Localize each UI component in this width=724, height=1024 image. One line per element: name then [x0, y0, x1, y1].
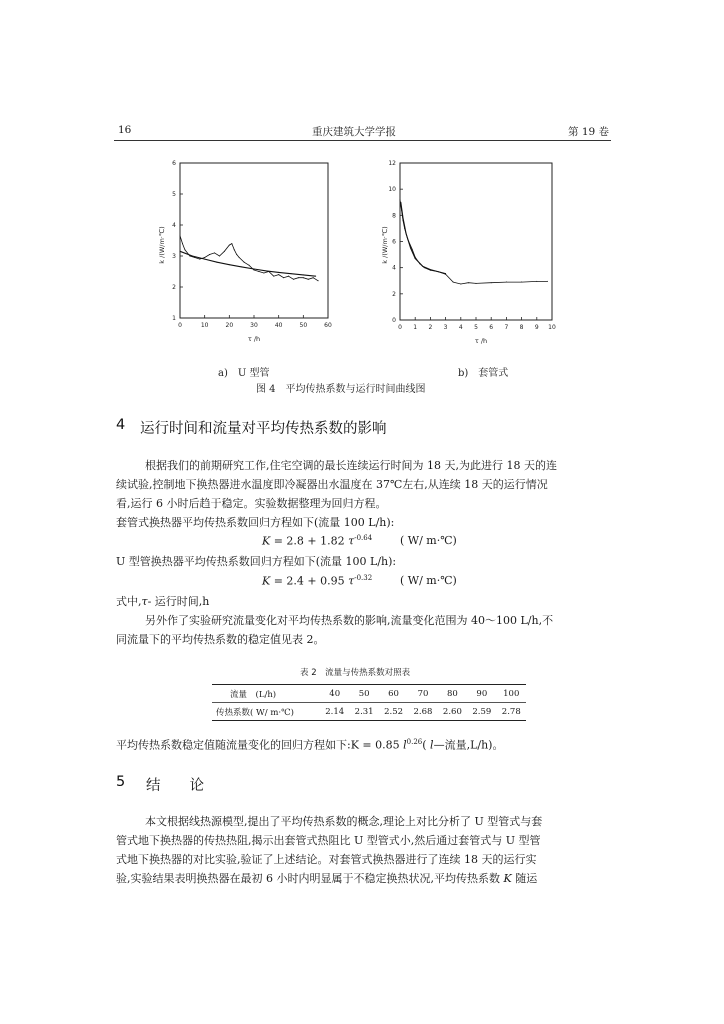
data-point [303, 277, 304, 278]
data-table [212, 684, 526, 721]
equation-unit: ( W/ m·℃) [400, 534, 457, 547]
data-point [491, 282, 492, 283]
paragraph-line [116, 869, 537, 888]
where-pre: 式中, [116, 595, 142, 608]
paragraph-line: 管式地下换热器的传热热阻,揭示出套管式热阻比 U 型管式小,然后通过套管式与 U 型管 [116, 834, 541, 847]
table-cell: 60 [379, 685, 408, 703]
data-point [400, 199, 401, 200]
data-point [278, 274, 279, 275]
series-line-fit [180, 251, 316, 276]
paragraph-line: 根据我们的前期研究工作,住宅空调的最长连续运行时间为 18 天,为此进行 18 天的连 [145, 459, 557, 472]
data-point [318, 280, 319, 281]
paragraph-line: U 型管换热器平均传热系数回归方程如下(流量 100 L/h): [116, 555, 397, 568]
x-tick-label: 7 [504, 324, 509, 331]
y-tick-label: 5 [172, 191, 176, 198]
y-tick-label: 4 [392, 264, 396, 272]
table-cell: 40 [320, 685, 349, 703]
eq-symbol: τ [348, 574, 355, 588]
data-point [415, 258, 416, 259]
y-tick-label: 10 [388, 186, 396, 194]
regression-post: —流量,L/h)。 [433, 738, 504, 752]
series-line-measured [400, 200, 547, 284]
x-tick-label: 0 [178, 322, 182, 329]
page-number: 16 [118, 124, 132, 136]
data-point [400, 202, 401, 203]
figure-caption: 图 4 平均传热系数与运行时间曲线图 [256, 384, 426, 395]
chart-tube-in-tube [375, 155, 575, 355]
x-tick-label: 30 [250, 322, 258, 329]
x-tick-label: 2 [428, 324, 433, 331]
data-point [229, 245, 230, 246]
row-header: 流量 (L/h) [212, 685, 320, 703]
x-tick-label: 40 [274, 322, 283, 329]
table-cell: 2.78 [497, 703, 526, 721]
data-point [258, 271, 259, 272]
y-tick-label: 3 [172, 253, 176, 260]
data-point [184, 249, 185, 250]
data-point [236, 254, 237, 255]
table-cell: 50 [349, 685, 378, 703]
y-tick-label: 6 [172, 160, 176, 167]
data-point [303, 274, 304, 275]
x-axis-label: τ /h [474, 337, 488, 345]
data-point [229, 264, 230, 265]
equation-taoguan [262, 534, 372, 548]
data-point [438, 271, 439, 272]
x-tick-label: 9 [534, 324, 539, 331]
plot-frame [400, 163, 552, 320]
section-4-title: 运行时间和流量对平均传热系数的影响 [140, 421, 387, 437]
x-axis-label: τ /h [247, 335, 261, 343]
table-row [212, 703, 526, 721]
data-point [288, 276, 289, 277]
panel-a-label: a) U 型管 [218, 368, 270, 379]
eq-symbol: K [262, 574, 271, 588]
data-point [192, 256, 193, 257]
line-post: 随运 [511, 872, 538, 885]
data-point [244, 262, 245, 263]
line-symbol: K [503, 872, 512, 885]
equation-unit: ( W/ m·℃) [400, 574, 457, 587]
data-point [536, 281, 537, 282]
y-tick-label: 2 [172, 284, 176, 291]
data-point [180, 235, 181, 236]
data-point [283, 277, 284, 278]
regression-symbol: l [403, 738, 407, 752]
x-tick-label: 60 [324, 322, 332, 329]
data-point [249, 265, 250, 266]
data-point [278, 272, 279, 273]
data-point [422, 266, 423, 267]
paragraph-line: 式地下换热器的对比实验,验证了上述结论。对套管式换热器进行了连续 18 天的运行实 [116, 853, 537, 866]
paragraph-line: 另外作了实验研究流量变化对平均传热系数的影响,流量变化范围为 40～100 L/h,不 [145, 614, 554, 627]
data-point [199, 259, 200, 260]
x-tick-label: 3 [443, 324, 448, 331]
x-tick-label: 4 [458, 324, 463, 331]
eq-body: = 2.4 + 0.95 [270, 574, 349, 588]
table-cell: 2.52 [379, 703, 408, 721]
table-cell: 2.68 [408, 703, 437, 721]
regression-exponent: 0.26 [406, 738, 423, 746]
x-tick-label: 50 [299, 322, 308, 329]
where-symbol: τ [141, 595, 148, 608]
data-point [547, 281, 548, 282]
table-cell: 80 [438, 685, 467, 703]
data-point [293, 279, 294, 280]
data-point [182, 243, 183, 244]
data-point [180, 251, 181, 252]
chart-u-tube [150, 155, 350, 355]
data-point [224, 251, 225, 252]
data-point [315, 276, 316, 277]
data-point [445, 273, 446, 274]
table-cell: 2.60 [438, 703, 467, 721]
x-tick-label: 1 [413, 324, 418, 331]
panel-b-label: b) 套管式 [458, 368, 509, 379]
eq-exponent: -0.64 [354, 534, 373, 542]
table-cell: 2.59 [467, 703, 496, 721]
y-tick-label: 2 [392, 290, 396, 298]
data-point [217, 262, 218, 263]
data-point [204, 259, 205, 260]
data-point [410, 248, 411, 249]
regression-line [116, 733, 503, 755]
section-5-title: 结 论 [146, 778, 204, 794]
x-tick-label: 6 [489, 324, 494, 331]
table-cell: 100 [497, 685, 526, 703]
table-cell: 2.31 [349, 703, 378, 721]
journal-title: 重庆建筑大学学报 [312, 126, 396, 138]
paragraph-line: 套管式换热器平均传热系数回归方程如下(流量 100 L/h): [116, 516, 395, 529]
data-point [291, 273, 292, 274]
x-tick-label: 10 [548, 324, 556, 331]
data-point [239, 257, 240, 258]
data-point [460, 284, 461, 285]
y-tick-label: 1 [172, 315, 176, 322]
section-5-number: 5 [116, 774, 126, 790]
series-line-fit [401, 202, 446, 273]
x-tick-label: 8 [519, 324, 524, 331]
eq-symbol: τ [348, 534, 355, 548]
paragraph-line: 看,运行 6 小时后趋于稳定。实验数据整理为回归方程。 [116, 497, 387, 510]
data-point [521, 282, 522, 283]
data-point [231, 243, 232, 244]
eq-exponent: -0.32 [354, 574, 373, 582]
paragraph-line: 续试验,控制地下换热器进水温度即冷凝器出水温度在 37℃左右,从连续 18 天的运行情况 [116, 478, 548, 491]
paragraph-line: 本文根据线热源模型,提出了平均传热系数的概念,理论上对比分析了 U 型管式与套 [145, 815, 543, 828]
x-tick-label: 5 [474, 324, 478, 331]
table-cell: 70 [408, 685, 437, 703]
data-point [468, 282, 469, 283]
plot-frame [180, 163, 328, 318]
data-point [403, 217, 404, 218]
where-clause [116, 592, 209, 611]
data-point [406, 233, 407, 234]
y-tick-label: 0 [392, 317, 396, 324]
regression-symbol: l [430, 738, 434, 752]
data-point [266, 270, 267, 271]
x-tick-label: 20 [225, 322, 234, 329]
paragraph-line: 同流量下的平均传热系数的稳定值见表 2。 [116, 633, 325, 646]
row-header: 传热系数( W/ m·℃) [212, 703, 320, 721]
table-cell: 90 [467, 685, 496, 703]
data-point [254, 269, 255, 270]
y-tick-label: 12 [388, 160, 396, 167]
y-axis-label: k /(W/m·℃) [381, 226, 389, 264]
data-point [209, 254, 210, 255]
regression-post: ( [422, 738, 431, 752]
data-point [234, 249, 235, 250]
x-tick-label: 0 [398, 324, 402, 331]
eq-symbol: K [262, 534, 271, 548]
data-point [219, 256, 220, 257]
line-pre: 验,实验结果表明换热器在最初 6 小时内明显属于不稳定换热状况,平均传热系数 [116, 872, 504, 885]
table-cell: 2.14 [320, 703, 349, 721]
header-rule [114, 140, 611, 141]
data-point [313, 277, 314, 278]
y-tick-label: 8 [392, 212, 396, 220]
y-tick-label: 4 [172, 222, 176, 229]
where-post: - 运行时间,h [147, 595, 210, 608]
regression-pre: 平均传热系数稳定值随流量变化的回归方程如下:K = 0.85 [116, 738, 404, 752]
table-row [212, 685, 526, 703]
data-point [453, 282, 454, 283]
x-tick-label: 10 [200, 322, 209, 329]
data-point [506, 282, 507, 283]
data-point [273, 276, 274, 277]
equation-utube [262, 574, 372, 588]
data-point [476, 283, 477, 284]
eq-body: = 2.8 + 1.82 [270, 534, 349, 548]
y-tick-label: 6 [392, 238, 396, 246]
y-axis-label: k /(W/m·℃) [158, 226, 166, 264]
section-4-number: 4 [116, 417, 126, 433]
data-point [298, 277, 299, 278]
data-point [263, 273, 264, 274]
volume-label: 第 19 卷 [568, 126, 610, 138]
data-point [430, 269, 431, 270]
data-point [214, 252, 215, 253]
table-title: 表 2 流量与传热系数对照表 [300, 668, 411, 678]
data-point [308, 279, 309, 280]
data-point [204, 257, 205, 258]
data-point [241, 266, 242, 267]
